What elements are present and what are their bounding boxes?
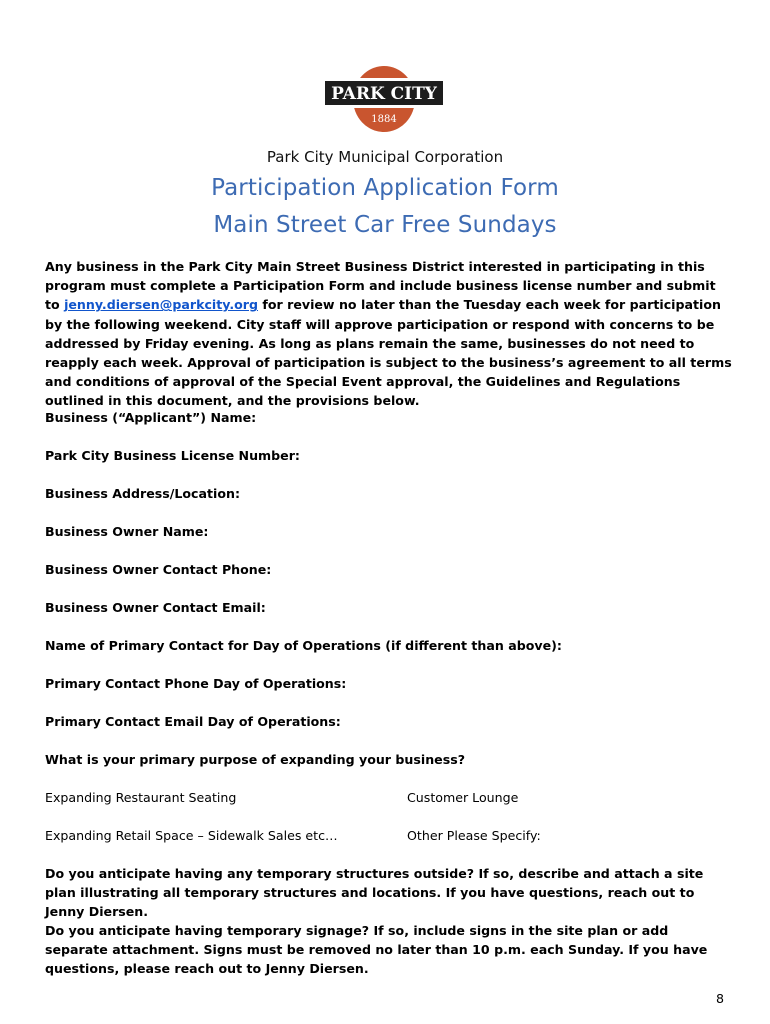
logo-year: 1884 xyxy=(371,114,397,125)
intro-text-part2: for review no later than the Tuesday each week for participation by the following weekend. City staff will approve participation or respond with concerns to be addressed by Friday evening. As long as plans remain the same, businesses do not need to reapply each week. Approval of participation is subject to the business’s agreement to all terms and conditions of approval of the Special Event approval, the Guidelines and Regulations outlined in this document, and the provisions below. xyxy=(45,297,732,409)
option-restaurant-seating[interactable]: Expanding Restaurant Seating xyxy=(45,790,237,805)
structures-question: Do you anticipate having any temporary structures outside? If so, describe and attach a site plan illustrating all temporary structures and locations. If you have questions, reach out to Jenny Diersen. xyxy=(45,866,704,920)
license-number-label: Park City Business License Number: xyxy=(45,448,300,463)
page-number: 8 xyxy=(716,991,725,1006)
intro-text-part1: Any business in the Park City Main Street Business District interested in participating in this program must complete a Participation Form and include business license number and submit to xyxy=(45,259,716,313)
option-other[interactable]: Other Please Specify: xyxy=(407,828,541,843)
logo-text: PARK CITY xyxy=(331,84,437,104)
owner-phone-label: Business Owner Contact Phone: xyxy=(45,562,272,577)
business-address-label: Business Address/Location: xyxy=(45,486,241,501)
primary-contact-label: Name of Primary Contact for Day of Operations (if different than above): xyxy=(45,638,562,653)
option-retail-space[interactable]: Expanding Retail Space – Sidewalk Sales etc… xyxy=(45,828,338,843)
intro-paragraph xyxy=(45,257,733,411)
organization-name: Park City Municipal Corporation xyxy=(266,148,504,166)
form-subtitle: Main Street Car Free Sundays xyxy=(213,212,557,238)
option-customer-lounge[interactable]: Customer Lounge xyxy=(407,790,519,805)
purpose-question: What is your primary purpose of expanding your business? xyxy=(45,752,466,767)
primary-email-label: Primary Contact Email Day of Operations: xyxy=(45,714,341,729)
park-city-logo xyxy=(320,64,448,134)
owner-name-label: Business Owner Name: xyxy=(45,524,209,539)
business-name-label: Business (“Applicant”) Name: xyxy=(45,410,257,425)
owner-email-label: Business Owner Contact Email: xyxy=(45,600,266,615)
primary-phone-label: Primary Contact Phone Day of Operations: xyxy=(45,676,347,691)
contact-email-link[interactable]: jenny.diersen@parkcity.org xyxy=(64,297,258,313)
form-title: Participation Application Form xyxy=(211,175,559,201)
signage-question: Do you anticipate having temporary signage? If so, include signs in the site plan or add separate attachment. Signs must be removed no later than 10 p.m. each Sunday. If you have questions, please reach out to Jenny Diersen. xyxy=(45,923,708,977)
